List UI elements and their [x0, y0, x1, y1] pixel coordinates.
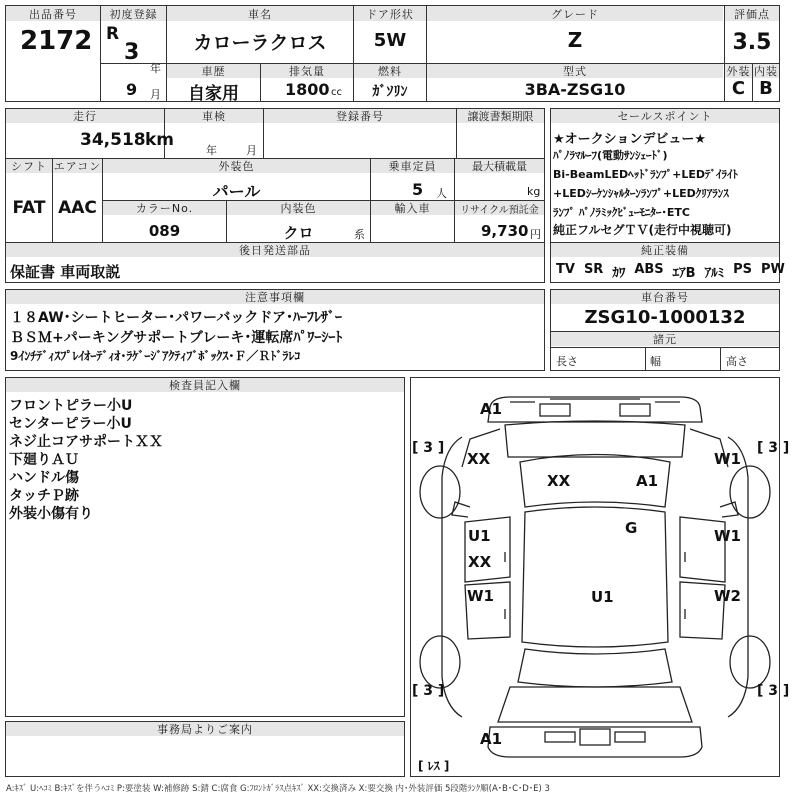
inspector-line-7: 外装小傷有り [9, 506, 93, 522]
recycle-unit: 円 [530, 228, 541, 241]
transfer-label: 譲渡書類期限 [457, 109, 544, 123]
spec-width: 幅 [650, 355, 661, 368]
door-label: ドア形状 [354, 6, 426, 21]
door-type: 5W [373, 30, 407, 51]
fuel: ｶﾞｿﾘﾝ [372, 84, 408, 100]
equip-leather: ｶﾜ [612, 266, 626, 281]
notes-line-3: 9ｲﾝﾁﾃﾞｨｽﾌﾟﾚｲｵｰﾃﾞｨｵ･ﾗｹﾞｰｼﾞｱｸﾃｨﾌﾞﾎﾞｯｸｽ･Ｆ／Ｒﾄﾞﾗﾚｺ [10, 349, 301, 363]
color-number: 089 [148, 222, 181, 240]
mark-u1-roof: U1 [591, 588, 614, 606]
mileage-label: 走行 [6, 109, 164, 123]
mark-xx-hood: XX [547, 472, 571, 490]
color-no-label: カラーNo. [103, 201, 226, 215]
load-label: 最大積載量 [455, 159, 544, 173]
capacity-unit: 人 [436, 187, 447, 200]
displacement-label: 排気量 [261, 64, 353, 78]
int-color-label: 内装色 [227, 201, 370, 215]
mileage-unit: km [145, 130, 175, 150]
interior-color: クロ [283, 224, 314, 242]
lot-label: 出品番号 [6, 6, 100, 21]
shift-label: シフト [6, 159, 52, 173]
int-color-unit: 系 [354, 228, 365, 241]
model-label: 型式 [427, 64, 723, 78]
equip-ps: PS [733, 262, 752, 277]
sales-line-1: ★オークションデビュー★ [553, 132, 707, 147]
first-reg-year: 3 [124, 40, 140, 65]
legend: A:ｷｽﾞ U:ﾍｺﾐ B:ｷｽﾞを伴うﾍｺﾐ P:要塗装 W:補修跡 S:錆 C:腐食 G:ﾌﾛﾝﾄｶﾞﾗｽ点ｷｽﾞ XX:交換済み X:要交換 内･外装評価 5段階ﾗﾝｸ順(A･B･C･D･E) 3 [6, 784, 550, 794]
grade-label: グレード [427, 6, 723, 21]
reg-no-label: 登録番号 [264, 109, 456, 123]
year-unit: 年 [150, 62, 161, 75]
mark-xx-front-left: XX [467, 450, 491, 468]
mark-xx-left-door: XX [468, 553, 492, 571]
tire-rear-right: [ 3 ] [757, 683, 790, 699]
tire-rear-left: [ 3 ] [412, 683, 445, 699]
equipment-label: 純正装備 [551, 243, 779, 257]
displacement: 1800 [285, 80, 330, 99]
equipment-list [556, 262, 785, 281]
sales-point-label: セールスポイント [551, 109, 779, 123]
equip-pw: PW [760, 262, 785, 277]
era: R [106, 24, 120, 44]
sales-line-3: Bi-BeamLEDﾍｯﾄﾞﾗﾝﾌﾟ+LEDﾃﾞｲﾗｲﾄ [553, 168, 738, 181]
lot-number: 2172 [20, 26, 93, 56]
sales-line-2: ﾊﾟﾉﾗﾏﾙｰﾌ(電動ｻﾝｼｪｰﾄﾞ) [553, 149, 668, 162]
tire-front-left: [ 3 ] [412, 440, 445, 456]
inspector-label: 検査員記入欄 [6, 378, 404, 392]
int-score-label: 内装 [754, 65, 778, 78]
mark-w1-front-right: W1 [714, 450, 741, 468]
car-name: カローラクロス [193, 32, 327, 54]
air-conditioner: AAC [58, 198, 97, 218]
inspector-line-4: 下廻りＡＵ [9, 452, 79, 468]
first-reg-month: 9 [126, 80, 138, 99]
color-label: 外装色 [103, 159, 370, 173]
capacity: 5 [412, 180, 424, 199]
mark-w2-rear-right: W2 [714, 587, 741, 605]
sales-line-4: +LEDｼｰｹﾝｼｬﾙﾀｰﾝﾗﾝﾌﾟ+LEDｸﾘｱﾗﾝｽ [553, 187, 729, 200]
tire-front-right: [ 3 ] [757, 440, 790, 456]
mark-w1-right-door: W1 [714, 527, 741, 545]
mark-w1-rear-left: W1 [467, 587, 494, 605]
ac-label: エアコン [53, 160, 102, 173]
chassis-number: ZSG10-1000132 [584, 307, 746, 328]
notes-label: 注意事項欄 [6, 290, 544, 304]
load-unit: kg [527, 185, 541, 198]
inspector-line-3: ネジ止コアサポートＸＸ [9, 434, 163, 450]
equip-abs: ABS [634, 262, 664, 277]
fuel-label: 燃料 [354, 64, 426, 78]
capacity-label: 乗車定員 [371, 159, 454, 173]
inspection-month-unit: 月 [246, 144, 257, 157]
ext-score-label: 外装 [726, 65, 751, 78]
chassis-label: 車台番号 [551, 290, 779, 304]
exterior-color: パール [212, 182, 261, 201]
car-name-label: 車名 [167, 6, 353, 21]
inspector-line-5: ハンドル傷 [9, 470, 79, 486]
equip-sr: SR [583, 262, 604, 277]
spec-label: 諸元 [551, 332, 779, 346]
month-unit: 月 [150, 88, 161, 101]
office-label: 事務局よりご案内 [6, 722, 404, 736]
ext-score: C [731, 78, 746, 99]
import-label: 輸入車 [371, 201, 454, 215]
mark-a1-top: A1 [480, 400, 503, 418]
grade: Z [567, 28, 583, 52]
recycle-deposit: 9,730 [481, 222, 529, 240]
recycle-label: リサイクル預託金 [455, 201, 544, 215]
equip-alloy: ｱﾙﾐ [704, 266, 725, 281]
later-docs: 保証書 車両取説 [10, 263, 121, 281]
inspection-label: 車検 [165, 109, 263, 123]
shift: FAT [12, 198, 46, 218]
score-label: 評価点 [725, 6, 779, 21]
mileage: 34,518 [80, 130, 146, 150]
inspector-line-6: タッチＰ跡 [9, 488, 79, 504]
docs-label: 後日発送部品 [6, 243, 544, 257]
mark-a1-bottom: A1 [480, 730, 503, 748]
inspection-year-unit: 年 [206, 144, 217, 157]
sales-line-5: ﾗﾝﾌﾟ ﾊﾟﾉﾗﾐｯｸﾋﾞｭｰﾓﾆﾀｰ･ETC [553, 206, 690, 219]
score: 3.5 [732, 30, 772, 55]
model-code: 3BA-ZSG10 [524, 80, 626, 99]
spare-tire: [ ﾚｽ ] [418, 759, 450, 773]
mark-a1-hood: A1 [636, 472, 659, 490]
notes-line-2: ＢＳＭ+パーキングサポートブレーキ･運転席ﾊﾟﾜｰｼｰﾄ [10, 330, 343, 346]
history-label: 車歴 [167, 64, 260, 78]
equip-airbag: ｴｱB [672, 266, 696, 281]
spec-height: 高さ [726, 355, 748, 368]
displacement-unit: cc [331, 87, 342, 98]
int-score: B [759, 78, 773, 99]
first-reg-label: 初度登録 [101, 6, 166, 21]
car-outline [410, 377, 780, 777]
sales-line-6: 純正フルセグＴＶ(走行中視聴可) [553, 223, 732, 237]
spec-length: 長さ [556, 355, 578, 368]
history: 自家用 [188, 84, 239, 104]
inspector-line-1: フロントピラー小U [9, 398, 133, 414]
inspector-line-2: センターピラー小U [9, 416, 132, 432]
equip-tv: TV [556, 262, 575, 277]
mark-u1-left-door: U1 [468, 527, 491, 545]
notes-line-1: １８AW･シートヒーター･パワーバックドア･ﾊｰﾌﾚｻﾞｰ [10, 310, 342, 326]
mark-g-glass: G [625, 519, 638, 537]
